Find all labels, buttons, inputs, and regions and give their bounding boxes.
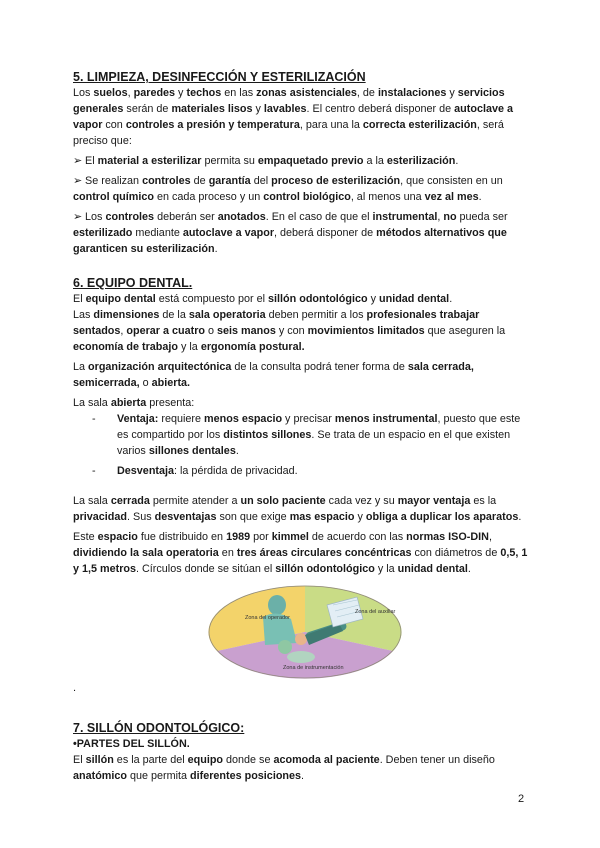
text-run: ➢ Se realizan xyxy=(73,175,143,187)
bold-text: paredes xyxy=(133,87,176,99)
bold-text: menos instrumental xyxy=(334,413,438,425)
bold-text: operar a cuatro xyxy=(126,325,206,337)
text-run: por xyxy=(250,531,272,543)
bold-text: privacidad xyxy=(73,511,128,523)
text-run: . xyxy=(478,191,482,203)
bullet-item xyxy=(73,209,528,257)
section-dental-chair xyxy=(73,721,528,784)
section-cleaning xyxy=(73,70,528,257)
bold-text: equipo dental xyxy=(85,293,156,305)
text-run: presenta: xyxy=(146,397,195,409)
text-run: son que exige xyxy=(216,511,290,523)
bold-text: unidad dental xyxy=(379,293,450,305)
bold-text: no xyxy=(443,211,457,223)
bold-text: proceso de esterilización xyxy=(271,175,401,187)
bold-text: dimensiones xyxy=(93,309,160,321)
text-run: y xyxy=(354,511,366,523)
text-run: . El centro deberá disponer de xyxy=(306,103,455,115)
text-run: de la consulta podrá tener forma de xyxy=(231,361,408,373)
list-item: - Desventaja: la pérdida de privacidad. xyxy=(92,465,298,477)
bold-text: Ventaja: xyxy=(117,413,159,425)
text-run: serán de xyxy=(123,103,172,115)
paragraph xyxy=(73,291,528,307)
text-run: de la xyxy=(159,309,189,321)
subheading: •PARTES DEL SILLÓN. xyxy=(73,738,190,750)
bold-text: instalaciones xyxy=(377,87,447,99)
text-run: permite atender a xyxy=(149,495,241,507)
text-run: , puesto que este es compartido por los xyxy=(117,413,521,441)
text-run: en las xyxy=(221,87,257,99)
text-run: , xyxy=(127,87,134,99)
text-run: . xyxy=(455,155,459,167)
text-run: . xyxy=(467,563,471,575)
bold-text: Desventaja xyxy=(117,465,175,477)
text-run: donde se xyxy=(223,754,274,766)
text-run: a la xyxy=(363,155,387,167)
bold-text: tres áreas circulares concéntricas xyxy=(236,547,412,559)
section-title-cleaning: 5. LIMPIEZA, DESINFECCIÓN Y ESTERILIZACIÓN xyxy=(73,70,366,84)
text-run: con xyxy=(102,119,126,131)
text-run: Los xyxy=(73,87,94,99)
section-title-dental-chair: 7. SILLÓN ODONTOLÓGICO: xyxy=(73,721,245,735)
text-run: y con xyxy=(275,325,308,337)
text-run: de acuerdo con las xyxy=(308,531,407,543)
text-run: y xyxy=(446,87,458,99)
paragraph xyxy=(73,359,528,391)
bold-text: profesionales trabajar sentados xyxy=(73,309,480,337)
text-run: La xyxy=(73,361,89,373)
zones-diagram xyxy=(205,583,405,681)
text-run: con diámetros de xyxy=(411,547,501,559)
text-run: ➢ El xyxy=(73,155,98,167)
bold-text: dividiendo la sala operatoria xyxy=(73,547,219,559)
text-run: en xyxy=(218,547,237,559)
bold-text: economía de trabajo xyxy=(73,341,178,353)
bold-text: diferentes posiciones xyxy=(190,770,302,782)
text-run: , para una la xyxy=(299,119,363,131)
bold-text: ergonomía postural. xyxy=(200,341,305,353)
text-run: requiere xyxy=(158,413,205,425)
bold-text: control biológico xyxy=(263,191,351,203)
text-run: del xyxy=(250,175,272,187)
bold-text: esterilización xyxy=(386,155,456,167)
document-page xyxy=(73,70,528,784)
text-run: es la xyxy=(470,495,497,507)
text-run: La sala xyxy=(73,397,111,409)
paragraph xyxy=(73,529,528,577)
bold-text: zonas asistenciales xyxy=(256,87,357,99)
bold-text: desventajas xyxy=(154,511,217,523)
text-run: pueda ser xyxy=(456,211,508,223)
zone-right-label: Zona del auxiliar xyxy=(355,609,396,615)
text-run: es la parte del xyxy=(113,754,188,766)
text-run: , xyxy=(120,325,127,337)
bold-text: control químico xyxy=(73,191,154,203)
text-run: deberán ser xyxy=(154,211,218,223)
bold-text: correcta esterilización xyxy=(362,119,477,131)
text-run: . Deben tener un diseño xyxy=(379,754,495,766)
bold-text: techos xyxy=(186,87,222,99)
text-run: , xyxy=(488,531,492,543)
bold-text: sala cerrada, semicerrada, xyxy=(73,361,474,389)
bold-text: autoclave a vapor xyxy=(73,103,513,131)
bold-text: anatómico xyxy=(73,770,127,782)
text-run: fue distribuido en xyxy=(137,531,227,543)
text-run: que permita xyxy=(127,770,191,782)
bold-text: movimientos limitados xyxy=(307,325,425,337)
bold-text: controles a presión y temperatura xyxy=(125,119,300,131)
text-run: . Círculos donde se sitúan el xyxy=(136,563,276,575)
bold-text: anotados xyxy=(217,211,266,223)
bold-text: espacio xyxy=(97,531,138,543)
bold-text: un solo paciente xyxy=(240,495,326,507)
stray-dot: . xyxy=(73,682,77,694)
bold-text: mayor ventaja xyxy=(397,495,471,507)
text-run: , de xyxy=(356,87,378,99)
paragraph xyxy=(73,307,528,355)
list-item: - Ventaja: requiere menos espacio y precisar menos instrumental, puesto que este es compartido por los distintos sillones. Se trata de un espacio en el que existen varios sillones dentales. xyxy=(92,413,521,457)
text-run: o xyxy=(205,325,218,337)
paragraph xyxy=(73,395,528,411)
bullet-item xyxy=(73,153,528,169)
bold-text: lavables xyxy=(263,103,307,115)
bold-text: empaquetado previo xyxy=(257,155,364,167)
text-run: , que consisten en un xyxy=(400,175,503,187)
bold-text: controles xyxy=(142,175,191,187)
bold-text: instrumental xyxy=(372,211,438,223)
text-run: cada vez y su xyxy=(325,495,398,507)
text-run: y xyxy=(175,87,187,99)
text-run: y xyxy=(367,293,379,305)
bold-text: mas espacio xyxy=(289,511,355,523)
zone-left-label: Zona del operador xyxy=(245,615,290,621)
text-run: que aseguren la xyxy=(424,325,506,337)
text-run: . Se trata de un espacio en el que existen varios xyxy=(117,429,511,457)
text-run: mediante xyxy=(132,227,183,239)
bold-text: sillones dentales xyxy=(148,445,236,457)
text-run: Las xyxy=(73,309,94,321)
bold-text: suelos xyxy=(93,87,128,99)
text-run: . xyxy=(214,243,218,255)
text-run: , al menos una xyxy=(350,191,425,203)
bold-text: garantía xyxy=(208,175,251,187)
text-run: , será preciso que: xyxy=(73,119,504,147)
text-run: y la xyxy=(178,341,201,353)
text-run: deben permitir a los xyxy=(265,309,367,321)
bold-text: servicios generales xyxy=(73,87,505,115)
text-run: de xyxy=(190,175,209,187)
text-run: . xyxy=(449,293,453,305)
bold-text: sillón odontológico xyxy=(275,563,375,575)
bold-text: obliga a duplicar los aparatos xyxy=(365,511,519,523)
bold-text: acomoda al paciente xyxy=(273,754,380,766)
advantages-list xyxy=(73,411,528,479)
bold-text: abierta xyxy=(110,397,147,409)
text-run: . En el caso de que el xyxy=(265,211,373,223)
text-run: : la pérdida de privacidad. xyxy=(174,465,298,477)
paragraph xyxy=(73,752,528,784)
bold-text: métodos alternativos que garanticen su esterilización xyxy=(73,227,507,255)
bold-text: esterilizado xyxy=(73,227,133,239)
zone-bottom-label: Zona de instrumentación xyxy=(283,665,344,671)
bold-text: material a esterilizar xyxy=(97,155,202,167)
text-run: y la xyxy=(374,563,398,575)
bold-text: 0,5, 1 y 1,5 metros xyxy=(73,547,528,575)
section-title-dental-equipment: 6. EQUIPO DENTAL. xyxy=(73,276,193,290)
bold-text: sillón xyxy=(85,754,114,766)
operating-room-zones-figure xyxy=(205,583,405,681)
page-number: 2 xyxy=(518,793,525,805)
text-run: , deberá disponer de xyxy=(274,227,377,239)
text-run: . Sus xyxy=(127,511,155,523)
text-run: está compuesto por el xyxy=(155,293,269,305)
section-dental-equipment xyxy=(73,276,528,695)
bold-text: 1989 xyxy=(226,531,251,543)
bold-text: autoclave a vapor xyxy=(182,227,275,239)
text-run: y precisar xyxy=(282,413,335,425)
text-run: , xyxy=(437,211,444,223)
bold-text: materiales lisos xyxy=(171,103,253,115)
bold-text: controles xyxy=(105,211,155,223)
bold-text: menos espacio xyxy=(204,413,283,425)
text-run: y xyxy=(252,103,264,115)
bold-text: distintos sillones xyxy=(223,429,312,441)
bold-text: equipo xyxy=(187,754,224,766)
text-run: Este xyxy=(73,531,98,543)
bold-text: abierta. xyxy=(151,377,191,389)
text-run: El xyxy=(73,293,86,305)
bold-text: organización arquitectónica xyxy=(88,361,232,373)
text-run: o xyxy=(139,377,152,389)
text-run: El xyxy=(73,754,86,766)
text-run: . xyxy=(518,511,522,523)
text-run: ➢ Los xyxy=(73,211,106,223)
paragraph xyxy=(73,493,528,525)
text-run: . xyxy=(301,770,305,782)
text-run: . xyxy=(235,445,239,457)
bold-text: vez al mes xyxy=(424,191,479,203)
bold-text: normas ISO-DIN xyxy=(406,531,489,543)
bold-text: sala operatoria xyxy=(188,309,266,321)
bold-text: seis manos xyxy=(217,325,276,337)
bullet-item xyxy=(73,173,528,205)
paragraph xyxy=(73,85,528,149)
text-run: en cada proceso y un xyxy=(153,191,264,203)
text-run: La sala xyxy=(73,495,111,507)
bold-text: unidad dental xyxy=(397,563,468,575)
text-run: permita su xyxy=(201,155,258,167)
bold-text: sillón odontológico xyxy=(268,293,368,305)
bold-text: cerrada xyxy=(110,495,150,507)
bold-text: kimmel xyxy=(271,531,309,543)
